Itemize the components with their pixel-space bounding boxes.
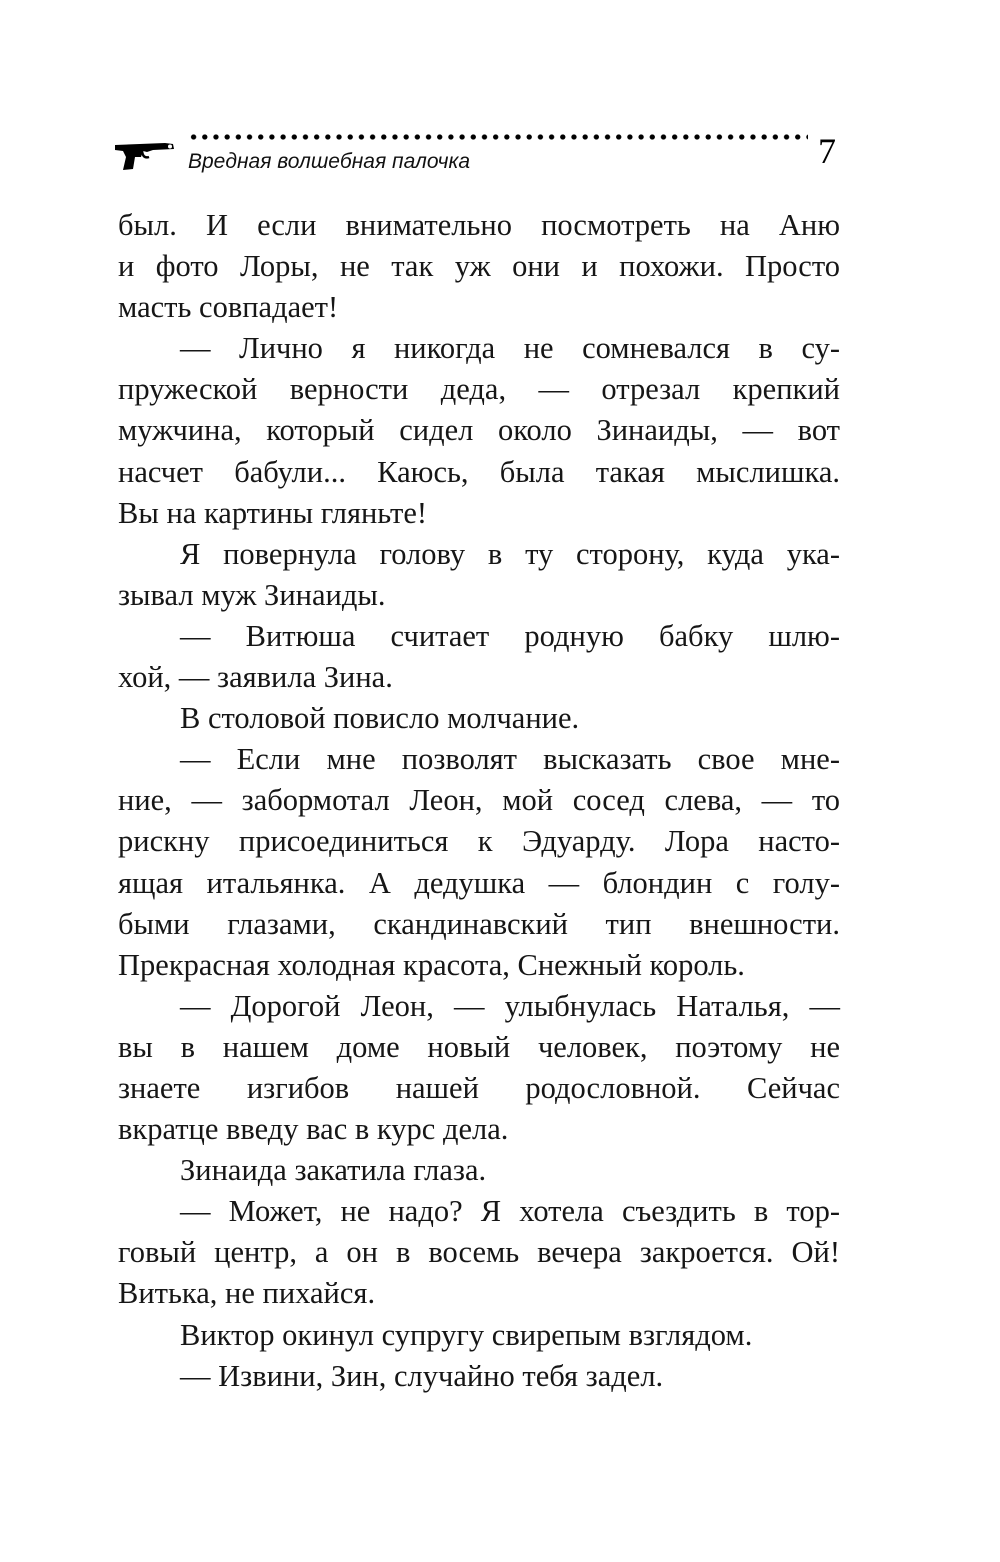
text-line: был. И если внимательно посмотреть на Аню <box>118 208 840 242</box>
text-line: — Витюша считает родную бабку шлю- <box>180 618 840 653</box>
header-dotted-rule <box>188 134 808 140</box>
text-line: знаете изгибов нашей родословной. Сейчас <box>118 1070 840 1105</box>
text-line: ние, — забормотал Леон, мой сосед слева, — то <box>118 783 840 818</box>
text-line: вы в нашем доме новый человек, поэтому не <box>118 1029 840 1064</box>
page-text <box>118 205 840 1397</box>
text-line: — Может, не надо? Я хотела съездить в тор- <box>180 1194 840 1229</box>
text-line: — Если мне позволят высказать свое мне- <box>180 742 840 777</box>
revolver-icon <box>113 135 177 171</box>
text-line: ящая итальянка. А дедушка — блондин с голу- <box>118 865 840 900</box>
running-title: Врeдная волшебная палочка <box>188 150 471 173</box>
text-line: зывал муж Зинаиды. <box>118 577 386 612</box>
text-line: — Лично я никогда не сомневался в су- <box>180 331 840 366</box>
text-line: быми глазами, скандинавский тип внешности. <box>118 906 840 941</box>
text-line: пружеской верности деда, — отрезал крепкий <box>118 372 840 407</box>
text-line: В столовой повисло молчание. <box>180 701 580 736</box>
text-line: рискну присоединиться к Эдуарду. Лора насто- <box>118 824 840 859</box>
text-line: — Дорогой Леон, — улыбнулась Наталья, — <box>180 988 840 1023</box>
text-line: насчет бабули... Каюсь, была такая мыслишка. <box>118 454 840 489</box>
text-line: Витька, не пихайся. <box>118 1276 376 1311</box>
text-line: мужчина, который сидел около Зинаиды, — вот <box>118 413 840 448</box>
text-line: говый центр, а он в восемь вечера закроется. Ой! <box>118 1235 840 1270</box>
text-line: Вы на картины гляньте! <box>118 495 428 530</box>
text-line: Зинаида закатила глаза. <box>180 1153 487 1188</box>
text-line: Виктор окинул супругу свирепым взглядом. <box>180 1317 753 1352</box>
text-line: и фото Лоры, не так уж они и похожи. Просто <box>118 249 840 284</box>
text-line: хой, — заявила Зина. <box>118 660 393 695</box>
text-line: масть совпадает! <box>118 290 339 325</box>
text-line: Я повернула голову в ту сторону, куда ука- <box>180 536 840 571</box>
text-line: вкратце введу вас в курс дела. <box>118 1112 509 1147</box>
page-number: 7 <box>818 131 836 171</box>
text-line: — Извини, Зин, случайно тебя задел. <box>180 1358 664 1393</box>
text-line: Прекрасная холодная красота, Снежный король. <box>118 947 745 982</box>
